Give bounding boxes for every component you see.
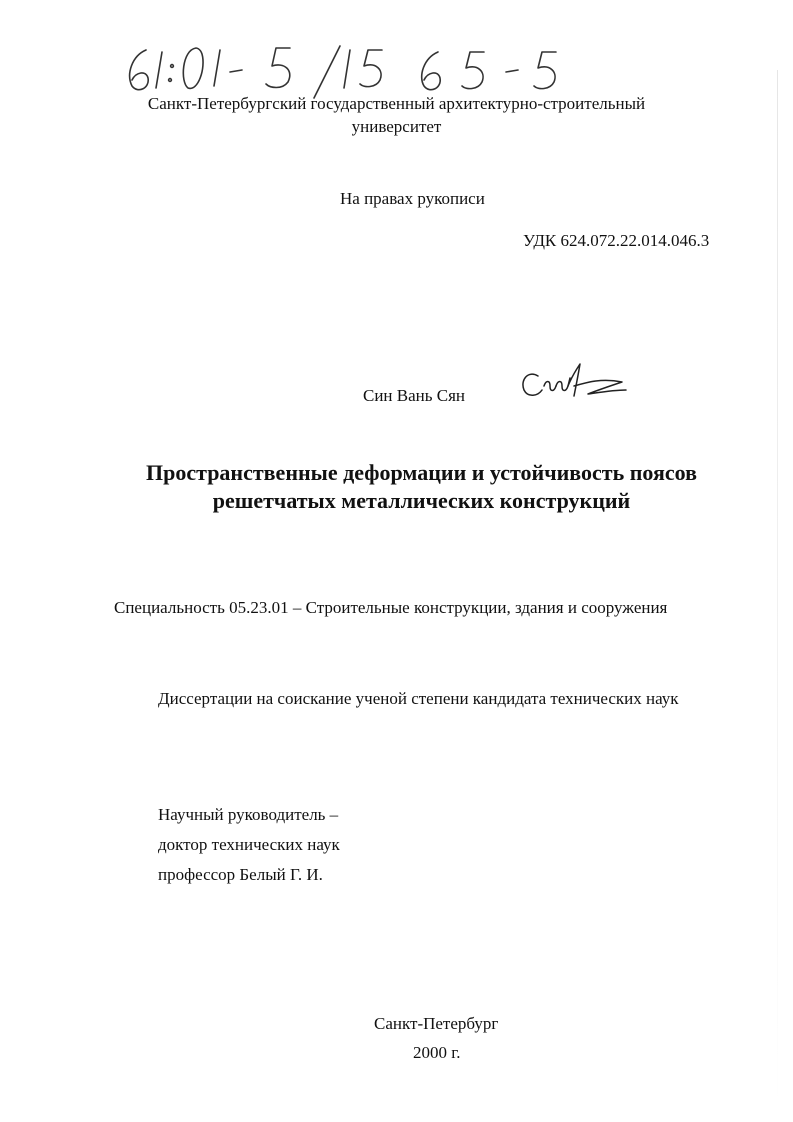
dissertation-degree-line: Диссертации на соискание ученой степени кандидата технических наук xyxy=(158,689,679,708)
university-name-line2: университет xyxy=(351,117,442,136)
dissertation-title-line1: Пространственные деформации и устойчивость поясов xyxy=(146,460,697,485)
udc-code: УДК 624.072.22.014.046.3 xyxy=(523,231,710,250)
author-name: Син Вань Сян xyxy=(363,386,466,405)
dissertation-title-line2: решетчатых металлических конструкций xyxy=(212,488,631,513)
manuscript-rights-label: На правах рукописи xyxy=(340,189,485,208)
author-signature xyxy=(518,356,633,406)
supervisor-name: профессор Белый Г. И. xyxy=(158,865,323,884)
supervisor-title: Научный руководитель – xyxy=(158,805,339,824)
specialty-line: Специальность 05.23.01 – Строительные конструкции, здания и сооружения xyxy=(114,598,668,617)
scan-edge xyxy=(777,70,778,1110)
year: 2000 г. xyxy=(413,1043,461,1062)
city: Санкт-Петербург xyxy=(374,1014,499,1033)
university-name-line1: Санкт-Петербургский государственный архитектурно-строительный xyxy=(147,94,646,113)
supervisor-degree: доктор технических наук xyxy=(158,835,340,854)
